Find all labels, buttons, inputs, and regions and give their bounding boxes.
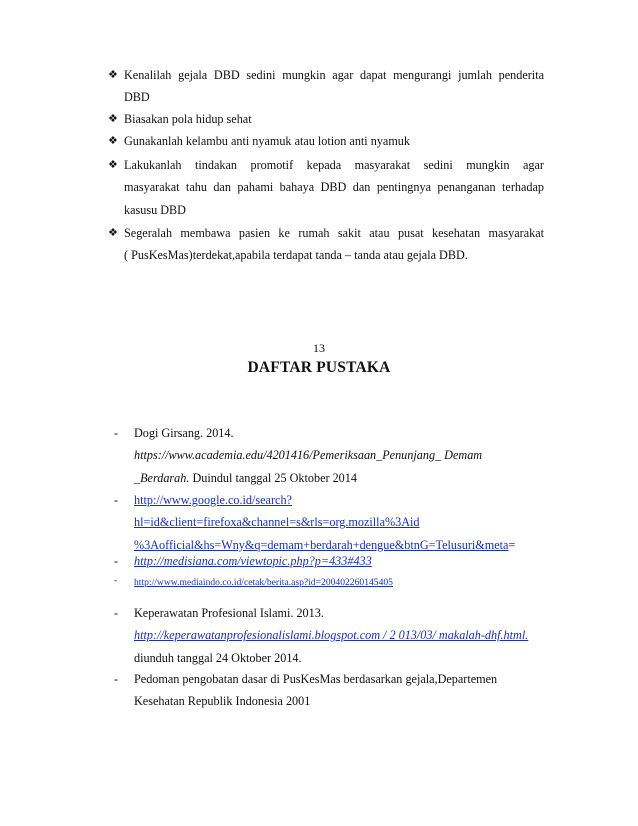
diamond-bullet-icon: ❖ <box>108 227 118 239</box>
dash-marker: - <box>114 606 119 620</box>
diamond-bullet-icon: ❖ <box>108 69 118 81</box>
reference-link[interactable]: http://keperawatanprofesionalislami.blogspot.com / 2 013/03/ makalah-dhf.html. <box>134 628 529 643</box>
list-item: ❖ Segeralah membawa pasien ke rumah sakit atau pusat kesehatan masyarakat ( PusKesMas)terdekat,apabila terdapat tanda – tanda atau gejala DBD. <box>108 222 544 267</box>
list-item: ❖ Biasakan pola hidup sehat <box>108 108 544 130</box>
dash-marker: - <box>114 575 118 586</box>
page-number: 13 <box>313 341 325 355</box>
list-item: ❖ Kenalilah gejala DBD sedini mungkin agar dapat mengurangi jumlah penderita DBD <box>108 64 544 109</box>
dash-marker: - <box>114 493 119 507</box>
reference-link[interactable]: http://www.google.co.id/search? <box>134 493 292 507</box>
reference-item: - Keperawatan Profesional Islami. 2013. http://keperawatanprofesionalislami.blogspot.com / 2 013/03/ makalah-dhf.html. diunduh tanggal 24 Oktober 2014. <box>114 602 554 669</box>
page-title: DAFTAR PUSTAKA <box>247 359 391 376</box>
list-item: ❖ Lakukanlah tindakan promotif kepada masyarakat sedini mungkin agar masyarakat tahu dan pahami bahaya DBD dan pentingnya penanganan terhadap kasusu DBD <box>108 154 544 221</box>
dash-marker: - <box>114 672 119 686</box>
diamond-bullet-icon: ❖ <box>108 135 118 147</box>
reference-item: - Pedoman pengobatan dasar di PusKesMas berdasarkan gejala,Departemen Kesehatan Republik Indonesia 2001 <box>114 668 554 713</box>
dash-marker: - <box>114 554 119 568</box>
dash-marker: - <box>114 426 119 440</box>
diamond-bullet-icon: ❖ <box>108 113 118 125</box>
reference-item <box>114 570 554 594</box>
reference-link[interactable]: %3Aofficial&hs=Wny&q=demam+berdarah+dengue&btnG=Telusuri&meta <box>134 537 509 552</box>
reference-link[interactable]: hl=id&client=firefoxa&channel=s&rls=org.mozilla%3Aid <box>134 515 420 530</box>
reference-link[interactable]: http://medisiana.com/viewtopic.php?p=433#433 <box>134 554 372 568</box>
reference-item: - Dogi Girsang. 2014. https://www.academia.edu/4201416/Pemeriksaan_Penunjang_ Demam _Berdarah. Duindul tanggal 25 Oktober 2014 <box>114 422 554 489</box>
reference-link[interactable]: http://www.mediaindo.co.id/cetak/berita.asp?id=200402260145405 <box>134 577 393 588</box>
list-item: ❖ Gunakanlah kelambu anti nyamuk atau lotion anti nyamuk <box>108 130 544 152</box>
diamond-bullet-icon: ❖ <box>108 159 118 171</box>
reference-item: - http://www.google.co.id/search? hl=id&client=firefoxa&channel=s&rls=org.mozilla%3Aid %3Aofficial&hs=Wny&q=demam+berdarah+dengue&btnG=Telusuri&meta= <box>114 489 554 556</box>
